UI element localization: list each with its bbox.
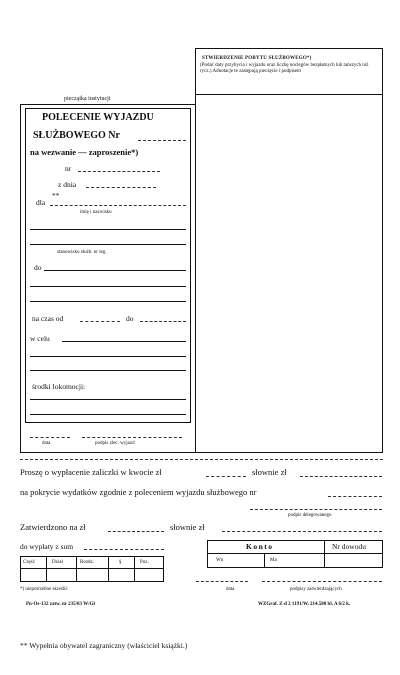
position-line-1[interactable] [30,229,186,230]
account-credit-label: Ma [270,558,277,563]
to-label: do [34,263,42,272]
approvers-sign-caption: podpisy zatwierdzających [290,587,342,592]
duration-to-field[interactable] [140,321,186,322]
approved-words-field[interactable] [222,531,382,532]
manager-sign-caption: podpis zlec. wyjazd [95,441,135,446]
confirmation-title: STWIERDZENIE POBYTU SŁUŻBOWEGO*) [202,56,312,61]
class-col-section: Dział [52,560,63,565]
advance-words-label: słownie zł [252,467,287,477]
name-caption: imię i nazwisko [80,210,112,215]
duration-from-field[interactable] [80,321,120,322]
order-number-field[interactable] [138,140,186,141]
class-col-paragraph: § [119,560,122,565]
confirmation-divider [196,94,382,95]
title-line-1: POLECENIE WYJAZDU [42,112,154,123]
purpose-line-2[interactable] [30,356,186,357]
sign-date-field[interactable] [30,437,70,438]
approval-date-caption: data [226,587,235,592]
purpose-line-3[interactable] [30,370,186,371]
footnote-double: ** Wypełnia obywatel zagraniczny (właściciel książki.) [20,641,188,650]
date-field[interactable] [86,187,156,188]
approved-label: Zatwierdzono na zł [20,522,86,532]
purpose-label: w celu [30,334,50,343]
advance-amount-field[interactable] [206,476,246,477]
destination-line-3[interactable] [30,301,186,302]
advance-words-field[interactable] [300,476,382,477]
approvers-sign-field[interactable] [262,581,382,582]
delegate-sign-caption: podpis delegowanego [288,513,332,518]
confirmation-text: (Podać daty przybycia i wyjazdu oraz liczbę noclegów bezpłatnych lub tańszych niż rycz.) Adnotacje te zastępują pieczęcie i podpisem [200,63,369,75]
document-number-header: Nr dowodu [332,542,366,551]
coverage-text: na pokrycie wydatków zgodnie z poleceniem wyjazdu służbowego nr [20,487,257,497]
sign-date-caption: data [42,441,51,446]
manager-sign-field[interactable] [82,437,182,438]
purpose-line-1[interactable] [62,341,186,342]
transport-line-1[interactable] [30,399,186,400]
summons-number-field[interactable] [78,171,160,172]
coverage-order-field[interactable] [328,496,382,497]
advance-request-text: Proszę o wypłacenie zaliczki w kwocie zł [20,467,162,477]
delegate-sign-field[interactable] [250,509,382,510]
payout-label: do wypłaty z sum [20,542,74,551]
title-line-2: SŁUŻBOWEGO Nr [33,130,120,141]
account-debit-label: Wn [216,558,224,563]
approved-words-label: słownie zł [170,522,205,532]
class-col-part: Część [23,560,35,565]
stay-confirmation-panel[interactable] [195,48,383,453]
name-field[interactable] [50,205,186,206]
destination-line-1[interactable] [44,270,186,271]
approved-amount-field[interactable] [108,531,164,532]
stamp-label: pieczątka instytucji [64,96,111,102]
date-prefix: z dnia [58,180,77,189]
account-header: Konto [246,542,274,551]
print-code: WZGraf. Z-d 2 1191/W, 214.580 bl. A 6/2 k. [258,602,351,607]
summons-line: na wezwanie — zaproszenie*) [30,147,139,157]
destination-line-2[interactable] [30,286,186,287]
transport-line-2[interactable] [30,414,186,415]
form-code: Pu-Os-132 zatw. nr 235/03 W/Gł [26,602,95,607]
double-star-mark: ** [52,191,60,200]
payout-source-field[interactable] [84,549,164,550]
duration-to-label: do [126,314,134,323]
approval-date-field[interactable] [196,581,248,582]
for-label: dla [36,198,46,207]
position-line-2[interactable] [30,244,186,245]
transport-label: środki lokomocji: [32,382,86,391]
section-separator [20,459,383,460]
footnote-single: *) niepotrzebne skreślić [20,587,68,592]
class-col-chapter: Rozdz. [80,560,95,565]
position-caption: stanowisko służb. nr leg. [57,250,107,255]
duration-label: na czas od [32,314,64,323]
class-col-position: Poz. [140,560,149,565]
